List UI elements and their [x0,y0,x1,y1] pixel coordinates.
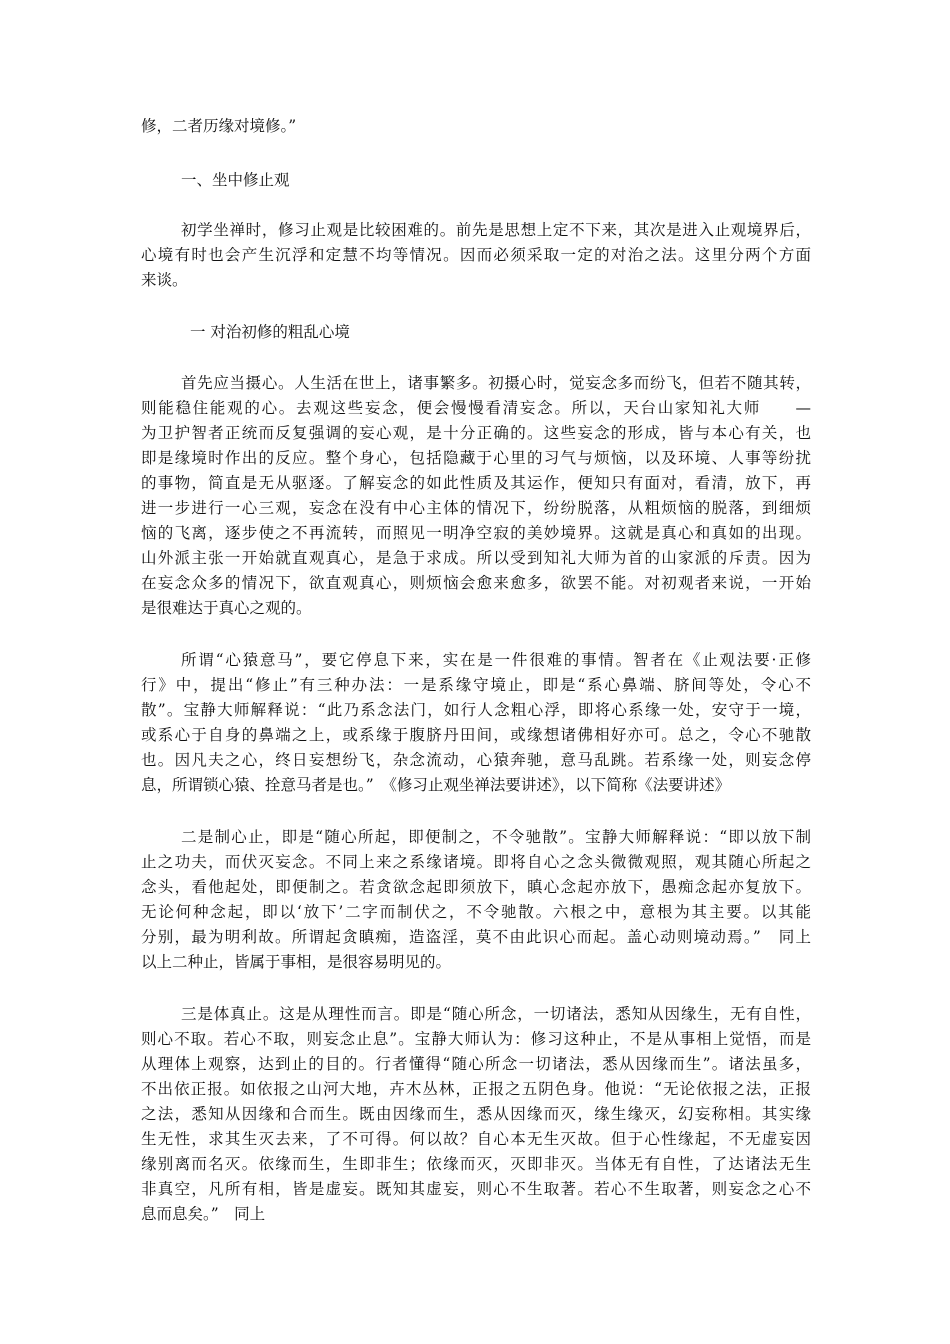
paragraph-line: 念头，看他起处，即便制之。若贪欲念起即须放下，瞋心念起亦放下，愚痴念起亦复放下。 [141,878,811,896]
paragraph-line: 以上二种止，皆属于事相，是很容易明见的。 [141,953,452,971]
paragraph-line: 无论何种念起，即以‘放下’二字而制伏之，不令驰散。六根之中，意根为其主要。以其能 [141,903,811,921]
paragraph-line: 为卫护智者正统而反复强调的妄心观，是十分正确的。这些妄念的形成，皆与本心有关，也 [141,424,811,442]
paragraph-line: 首先应当摄心。人生活在世上，诸事繁多。初摄心时，觉妄念多而纷飞，但若不随其转， [181,374,811,392]
paragraph-line: 在妄念众多的情况下，欲直观真心，则烦恼会愈来愈多，欲罢不能。对初观者来说，一开始 [141,574,811,592]
paragraph-line: 从理体上观察，达到止的目的。行者懂得“随心所念一切诸法，悉从因缘而生”。诸法虽多， [141,1055,811,1073]
paragraph-line: 止之功夫，而伏灭妄念。不同上来之系缘诸境。即将自心之念头微微观照，观其随心所起之 [141,853,811,871]
sub-heading: 一 对治初修的粗乱心境 [190,323,350,341]
paragraph-line: 的事物，简直是无从驱逐。了解妄念的如此性质及其运作，便知只有面对，看清，放下，再 [141,474,811,492]
paragraph-line: 非真空，凡所有相，皆是虚妄。既知其虚妄，则心不生取著。若心不生取著，则妄念之心不 [141,1180,811,1198]
paragraph-line: 生无性，求其生灭去来，了不可得。何以故？自心本无生灭故。但于心性缘起，不无虚妄因 [141,1130,811,1148]
paragraph-line: 之法，悉知从因缘和合而生。既由因缘而生，悉从因缘而灭，缘生缘灭，幻妄称相。其实缘 [141,1105,811,1123]
paragraph-line: 行》中，提出“修止”有三种办法：一是系缘守境止，即是“系心鼻端、脐间等处，令心不 [141,676,811,694]
paragraph-line: 散”。宝静大师解释说：“此乃系念法门，如行人念粗心浮，即将心系缘一处，安守于一境， [141,701,811,719]
paragraph-line: 也。因凡夫之心，终日妄想纷飞，杂念流动，心猿奔驰，意马乱跳。若系缘一处，则妄念停 [141,751,811,769]
paragraph-line: 来谈。 [141,271,188,289]
paragraph-line: 二是制心止，即是“随心所起，即便制之，不令驰散”。宝静大师解释说：“即以放下制 [181,828,811,846]
paragraph-line: 分别，最为明利故。所谓起贪瞋痴，造盗淫，莫不由此识心而起。盖心动则境动焉。” 同上 [141,928,811,946]
paragraph-line: 心境有时也会产生沉浮和定慧不均等情况。因而必须采取一定的对治之法。这里分两个方面 [141,246,811,264]
section-heading: 一、坐中修止观 [181,171,290,189]
paragraph-line: 即是缘境时作出的反应。整个身心，包括隐藏于心里的习气与烦恼，以及环境、人事等纷扰 [141,449,811,467]
paragraph-line: 不出依正报。如依报之山河大地，卉木丛林，正报之五阴色身。他说：“无论依报之法，正报 [141,1080,811,1098]
paragraph-line: 息而息矣。” 同上 [141,1205,266,1223]
paragraph-line: 恼的飞离，逐步使之不再流转，而照见一明净空寂的美妙境界。这就是真心和真如的出现。 [141,524,811,542]
paragraph-line: 则能稳住能观的心。去观这些妄念，便会慢慢看清妄念。所以，天台山家知礼大师 — [141,399,811,417]
paragraph-line: 所谓“心猿意马”，要它停息下来，实在是一件很难的事情。智者在《止观法要·正修 [181,651,811,669]
paragraph-line: 或系心于自身的鼻端之上，或系缘于腹脐丹田间，或缘想诸佛相好亦可。总之，令心不驰散 [141,726,811,744]
paragraph-line: 三是体真止。这是从理性而言。即是“随心所念，一切诸法，悉知从因缘生，无有自性， [181,1005,811,1023]
paragraph-line: 初学坐禅时，修习止观是比较困难的。前先是思想上定不下来，其次是进入止观境界后， [181,221,811,239]
paragraph-line: 缘别离而名灭。依缘而生，生即非生；依缘而灭，灭即非灭。当体无有自性，了达诸法无生 [141,1155,811,1173]
paragraph-line: 是很难达于真心之观的。 [141,599,312,617]
paragraph-line: 山外派主张一开始就直观真心，是急于求成。所以受到知礼大师为首的山家派的斥责。因为 [141,549,811,567]
paragraph-line: 进一步进行一心三观，妄念在没有中心主体的情况下，纷纷脱落，从粗烦恼的脱落，到细烦 [141,499,811,517]
opening-line: 修，二者历缘对境修。” [141,117,297,135]
paragraph-line: 息，所谓锁心猿、拴意马者是也。” 《修习止观坐禅法要讲述》，以下简称《法要讲述》 [141,776,731,794]
paragraph-line: 则心不取。若心不取，则妄念止息”。宝静大师认为：修习这种止，不是从事相上觉悟，而是 [141,1030,811,1048]
